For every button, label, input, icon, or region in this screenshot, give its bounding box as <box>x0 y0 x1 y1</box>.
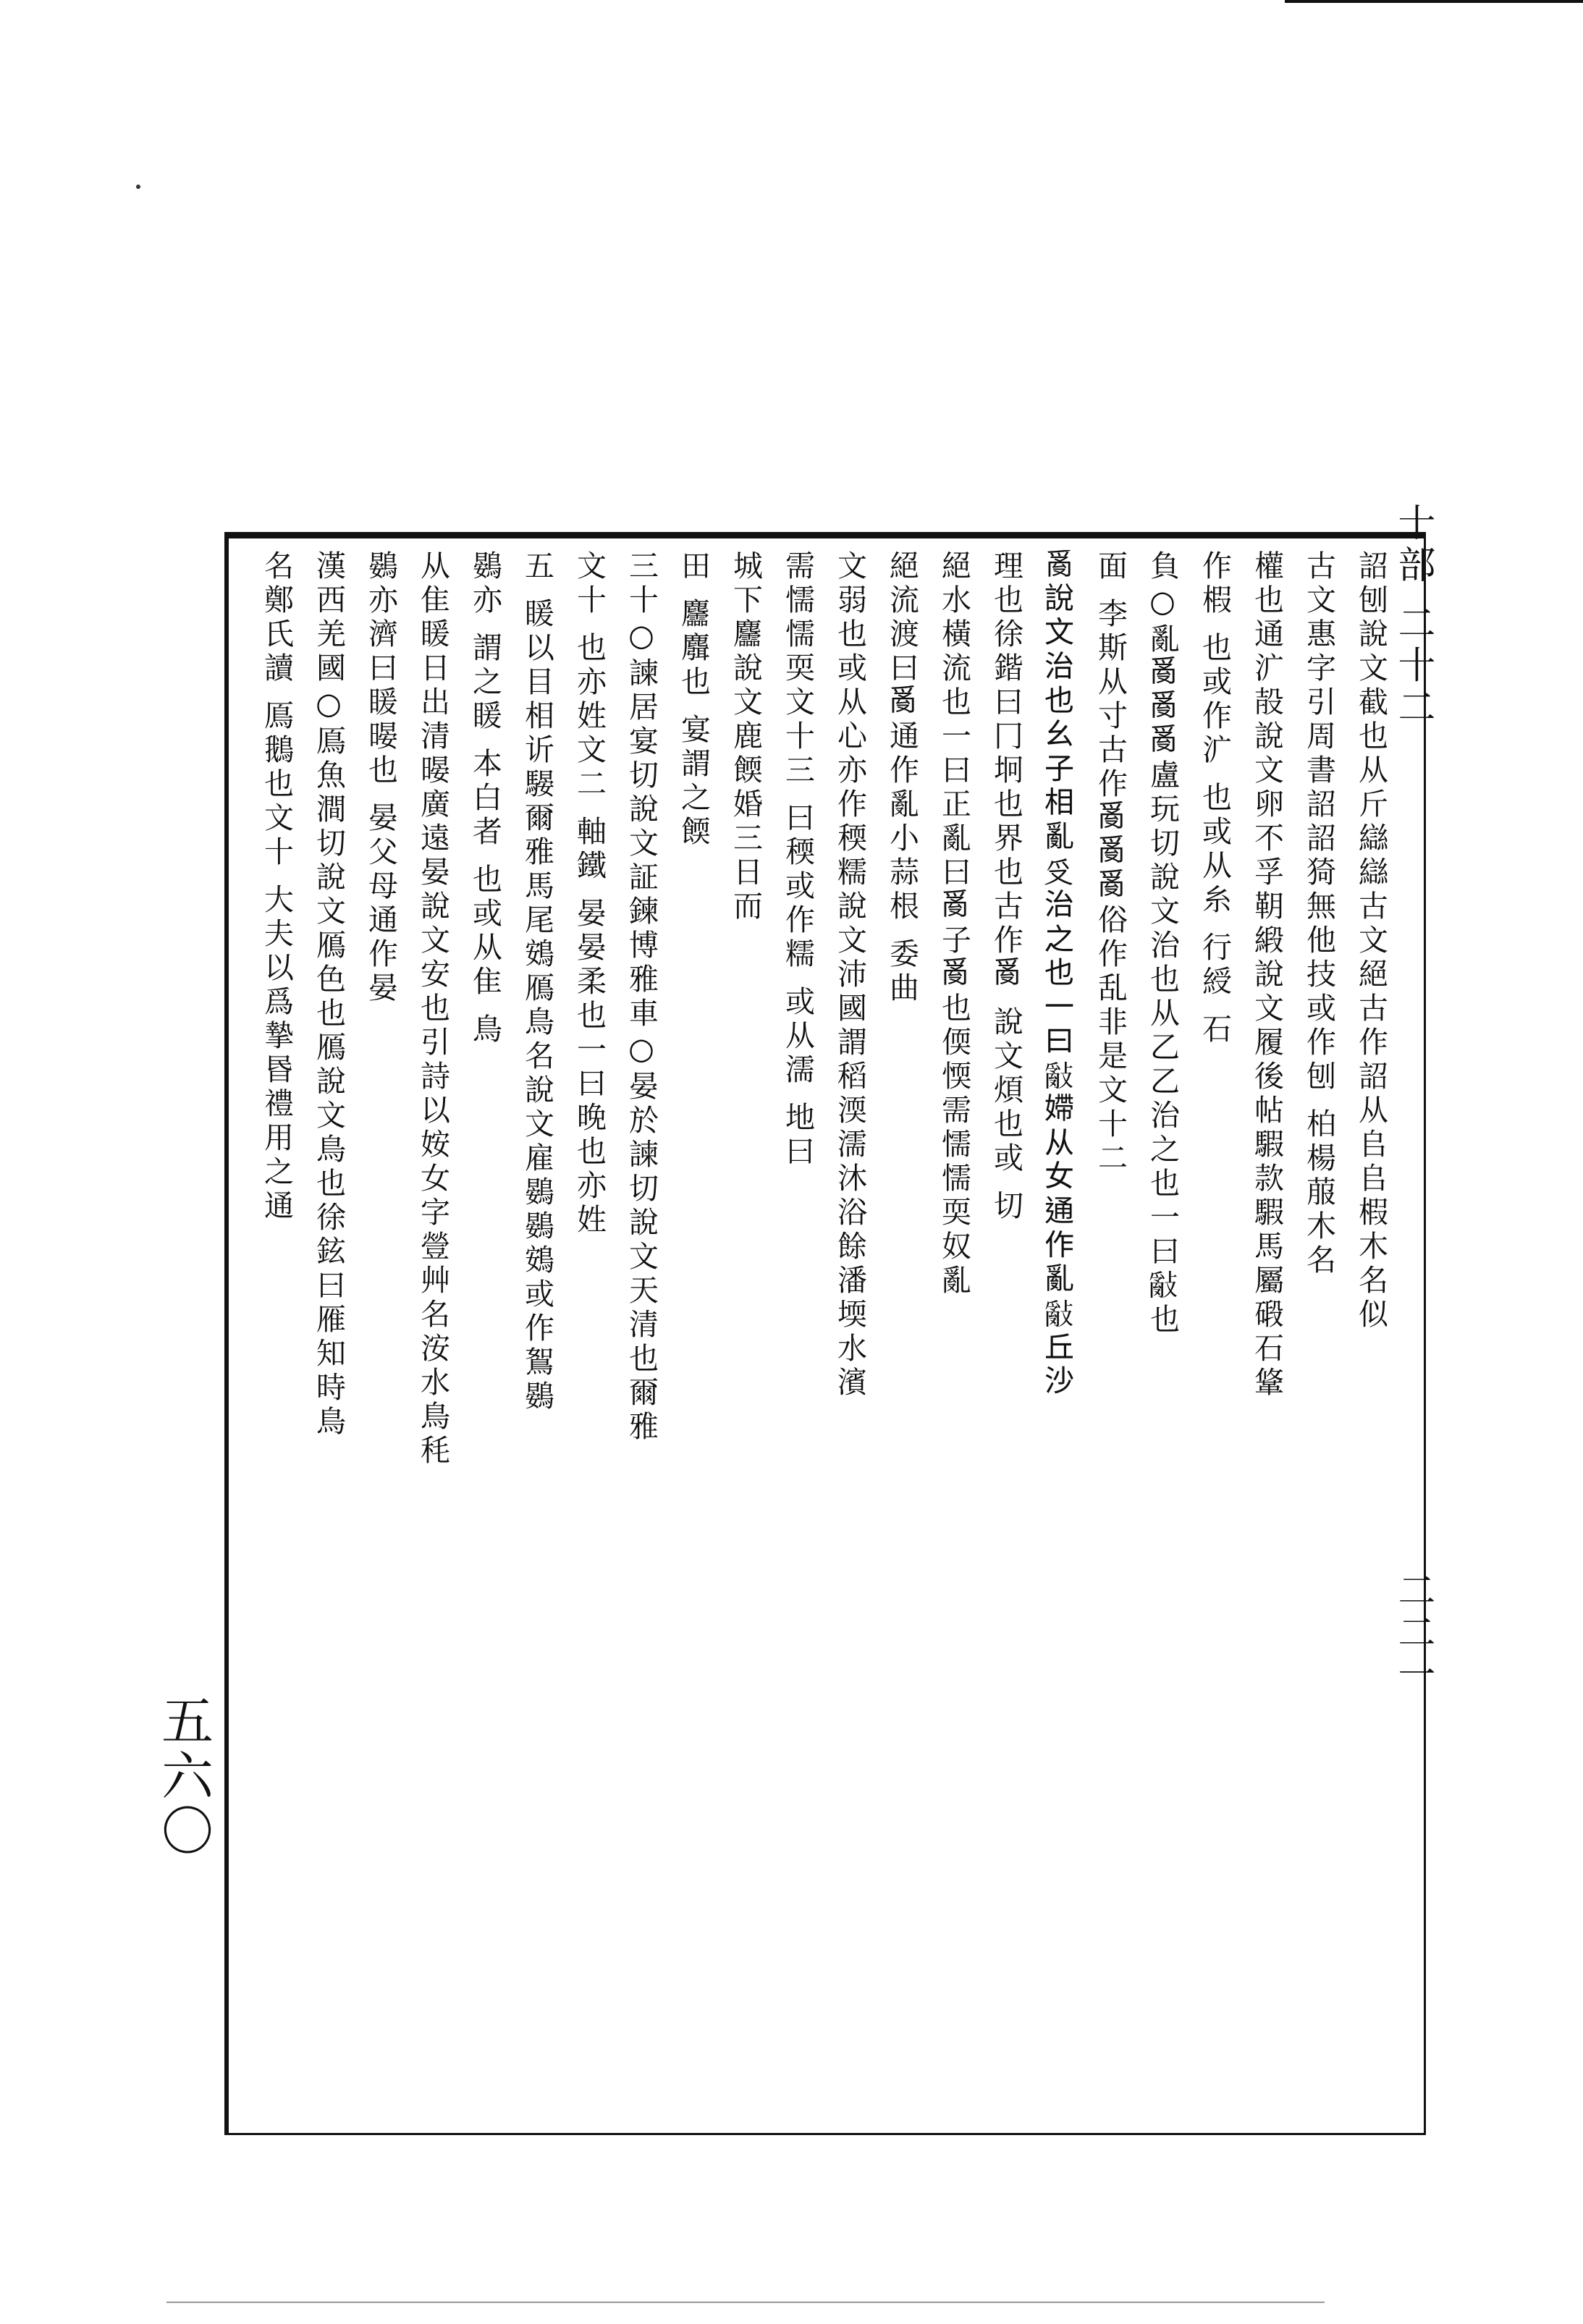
text-column-15: 三十○諫居宴切說文証鍊博雅車○晏於諫切說文天清也爾雅 <box>624 550 659 1445</box>
text-column-20: 鷃亦濟曰䁔暥也 晏父母通作晏 <box>363 550 398 1007</box>
text-column-17: 五 䁔以目相䜣騴爾雅馬尾鴳鴈鳥名說文雇鷃鷃鴳或作鴽鷃 <box>520 550 554 1415</box>
text-column-9: 絕水橫流也一曰正亂曰𤔔子𤔔也偄愞需懦懦耎奴亂 <box>937 550 971 1298</box>
text-column-19: 从隹䁔日出清暥廣遠晏說文安也引詩以姲女字䝁艸名洝水鳥秏 <box>415 550 450 1469</box>
text-column-13: 城下麢說文鹿餪婚三日而 <box>728 550 763 924</box>
text-column-16: 文十 也亦姓文二 軸鐵 晏晏柔也一曰晚也亦姓 <box>572 550 607 1238</box>
text-column-6: 面 李斯从寸古作𤔔𤔔𤔔俗作乱非是文十二 <box>1093 550 1128 1177</box>
text-column-3: 權也通㲿㱿說文卵不孚䩗緞說文履後帖騢款騢馬屬碫石䩦 <box>1249 550 1284 1400</box>
text-column-5: 負○亂𤔔𤔔𤔔盧玩切說文治也从乙乙治之也一曰𢿢也 <box>1145 550 1180 1338</box>
page-number: 五六〇 <box>153 1694 214 1859</box>
text-column-10: 絕流渡曰𤔔通作亂小蒜根 委曲 <box>885 550 919 1007</box>
header-rule <box>1285 0 1583 3</box>
text-column-7: 𤔔說文治也幺子相亂𠬪治之也一曰𢿢𡠹从女通作亂𢿢丘沙 <box>1041 550 1076 1400</box>
text-column-12: 需懦懦耎文十三 曰稬或作糯 或从濡 地曰 <box>780 550 815 1170</box>
text-column-2: 古文惠字引周書詔詔猗無他技或作刨 柏楊菔木名 <box>1301 550 1336 1279</box>
text-column-8: 理也徐鍇曰冂坰也界也古作𤔔 說文煩也或 切 <box>989 550 1023 1225</box>
text-column-21: 漢西羌國○鳫魚澗切說文鴈色也鴈說文鳥也徐鉉曰雁知時鳥 <box>311 550 346 1440</box>
bottom-rule <box>166 2302 1325 2303</box>
text-columns <box>239 550 1397 2121</box>
ink-speck <box>136 185 140 189</box>
text-column-4: 作椵 也或作㲿 也或从糸 行綬 石 <box>1197 550 1232 1048</box>
chapter-title: 十部 二十二 <box>1391 503 1435 730</box>
text-column-1: 詔刨說文截也从斤䜌䜌古文絕古作詔从𠂤𠂤椵木名似 <box>1354 550 1388 1332</box>
text-column-18: 鷃亦 謂之䁔 本白者 也或从隹 鳥 <box>468 550 502 1048</box>
text-column-14: 田 麢麛也 宴謂之餪 <box>676 550 711 850</box>
chapter-number: 二二一 <box>1391 1571 1435 1696</box>
text-column-11: 文弱也或从心亦作稬糯說文沛國謂稻渜濡沐浴餘潘堧水濱 <box>832 550 867 1400</box>
text-column-22: 名鄭氏讀 鳫鵝也文十 大夫以爲摯昬禮用之通 <box>259 550 294 1225</box>
